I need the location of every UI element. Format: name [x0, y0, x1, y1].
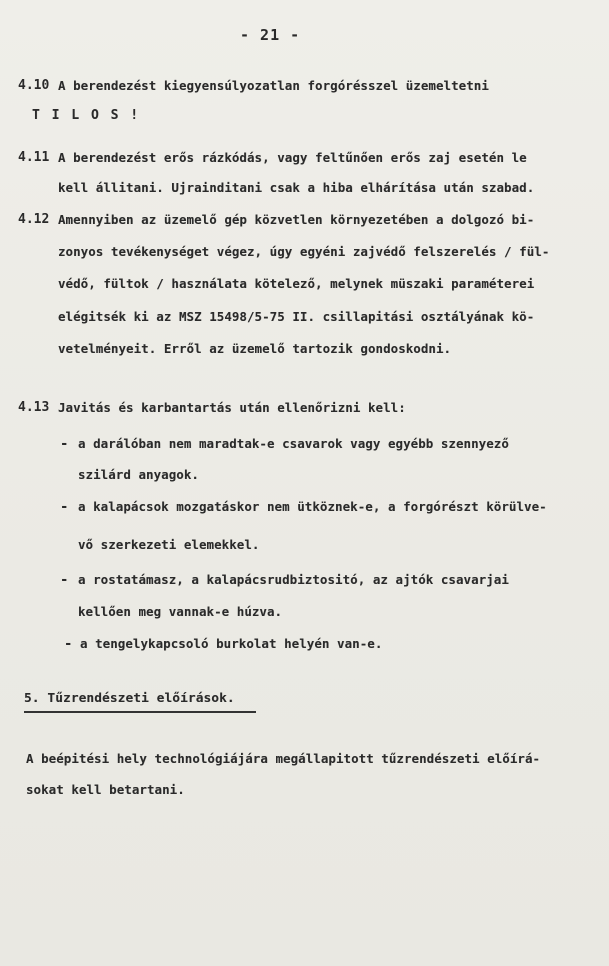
- section-5-line-2: sokat kell betartani.: [26, 782, 185, 797]
- checklist-item-1-line-2: szilárd anyagok.: [78, 467, 199, 482]
- section-4-12-line-1: Amennyiben az üzemelő gép közvetlen környezetében a dolgozó bi-: [58, 212, 535, 227]
- section-4-13-line-1: Javitás és karbantartás után ellenőrizni kell:: [58, 400, 406, 415]
- checklist-dash-4: -: [64, 636, 73, 652]
- section-number-4-11: 4.11: [18, 150, 50, 165]
- checklist-item-2-line-1: a kalapácsok mozgatáskor nem ütköznek-e, a forgórészt körülve-: [78, 499, 547, 514]
- checklist-dash-3: -: [60, 572, 69, 588]
- section-5-line-1: A beépitési hely technológiájára megállapitott tűzrendészeti előírá-: [26, 751, 541, 766]
- section-number-4-13: 4.13: [18, 400, 50, 415]
- section-5-heading-underline: [24, 711, 256, 713]
- section-4-10-line-2: T I L O S !: [32, 108, 141, 123]
- section-4-11-line-1: A berendezést erős rázkódás, vagy feltűnően erős zaj esetén le: [58, 150, 527, 165]
- page-number: - 21 -: [240, 26, 301, 44]
- section-5-heading: 5. Tűzrendészeti előírások.: [24, 691, 235, 706]
- checklist-item-3-line-2: kellően meg vannak-e húzva.: [78, 604, 283, 619]
- section-4-10-line-1: A berendezést kiegyensúlyozatlan forgórésszel üzemeltetni: [58, 78, 489, 93]
- section-number-4-10: 4.10: [18, 78, 50, 93]
- section-4-12-line-3: védő, fültok / használata kötelező, melynek müszaki paraméterei: [58, 276, 535, 291]
- section-number-4-12: 4.12: [18, 212, 50, 227]
- section-4-12-line-5: vetelményeit. Erről az üzemelő tartozik gondoskodni.: [58, 341, 452, 356]
- checklist-dash-2: -: [60, 499, 69, 515]
- checklist-item-2-line-2: vő szerkezeti elemekkel.: [78, 537, 260, 552]
- checklist-item-4-line-1: a tengelykapcsoló burkolat helyén van-e.: [80, 636, 383, 651]
- section-4-11-line-2: kell állitani. Ujrainditani csak a hiba elhárítása után szabad.: [58, 180, 535, 195]
- section-4-12-line-4: elégitsék ki az MSZ 15498/5-75 II. csillapitási osztályának kö-: [58, 309, 535, 324]
- section-4-12-line-2: zonyos tevékenységet végez, úgy egyéni zajvédő felszerelés / fül-: [58, 244, 550, 259]
- checklist-item-3-line-1: a rostatámasz, a kalapácsrudbiztositó, az ajtók csavarjai: [78, 572, 509, 587]
- checklist-dash-1: -: [60, 436, 69, 452]
- checklist-item-1-line-1: a darálóban nem maradtak-e csavarok vagy egyébb szennyező: [78, 436, 509, 451]
